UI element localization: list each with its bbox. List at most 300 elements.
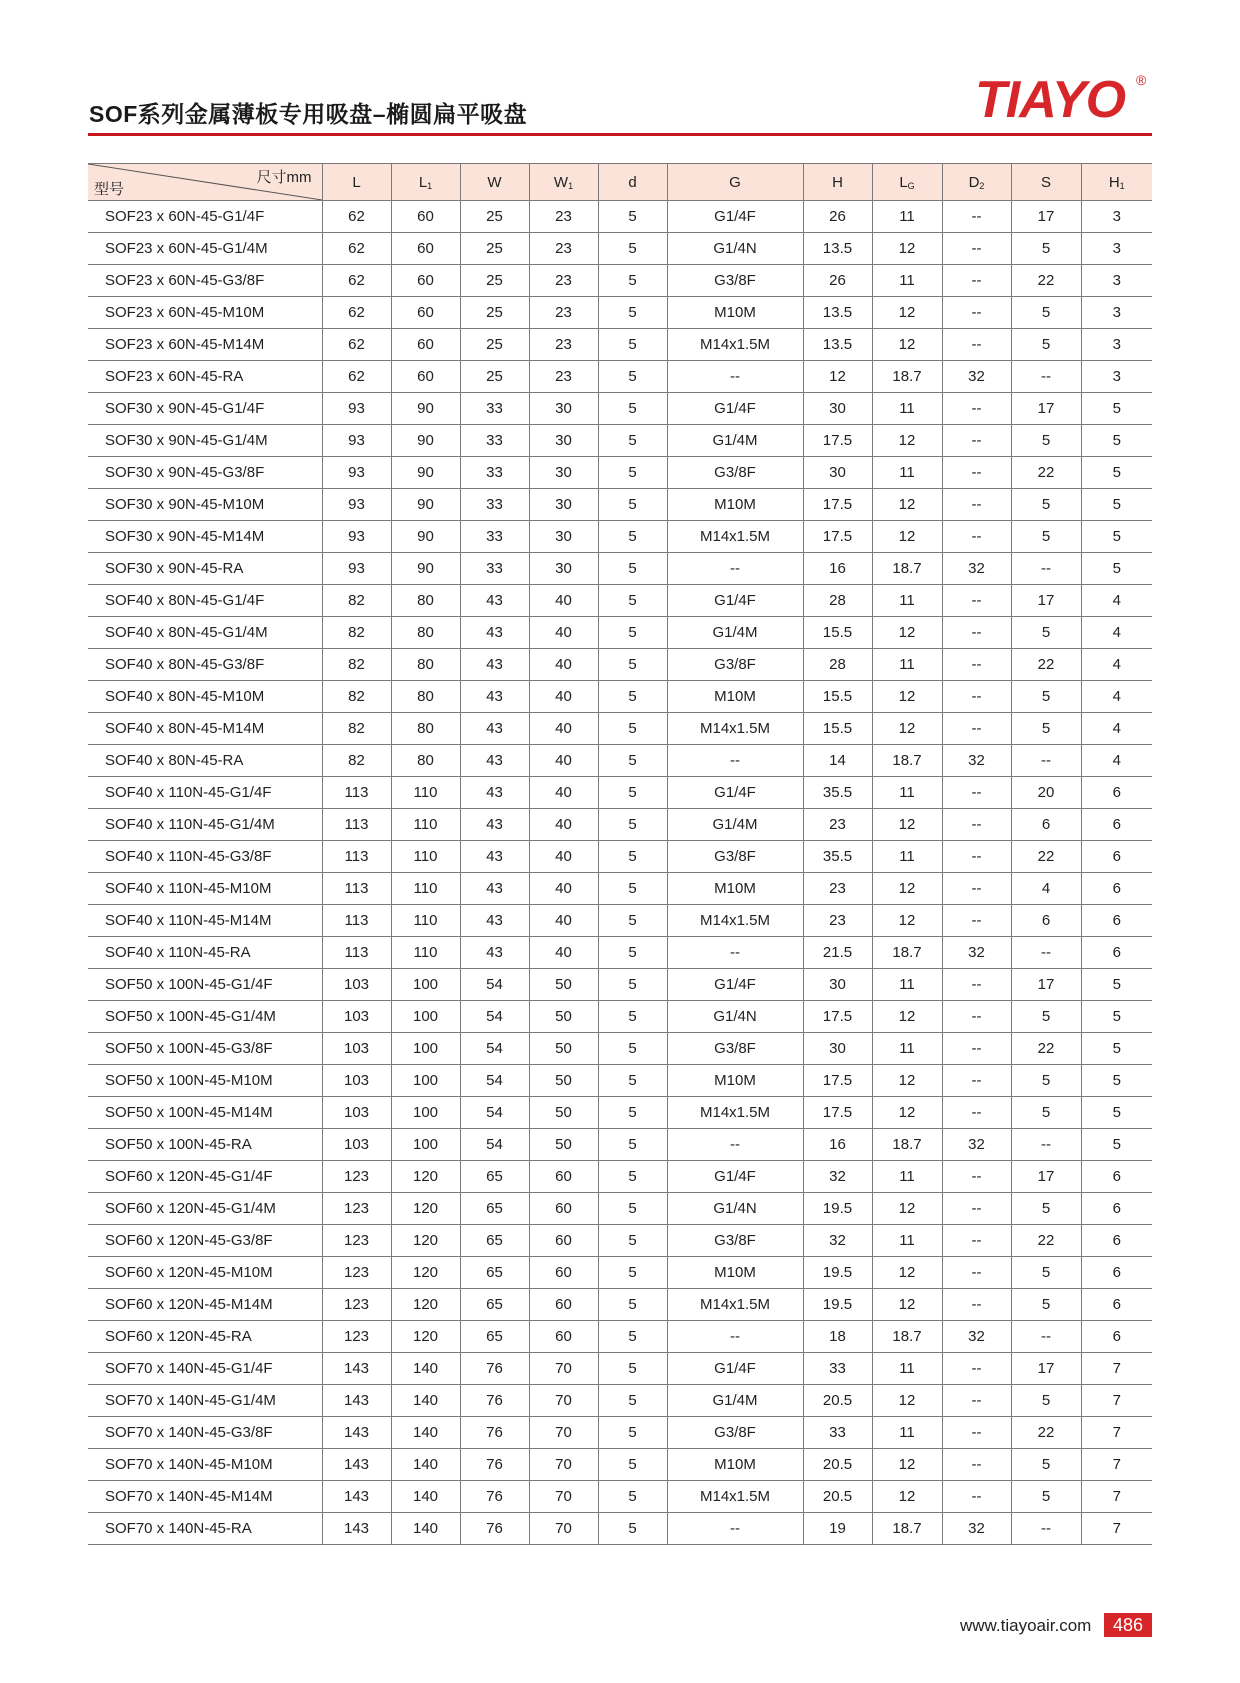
value-cell: 6 — [1081, 905, 1152, 937]
value-cell: 3 — [1081, 329, 1152, 361]
value-cell: 15.5 — [803, 681, 872, 713]
value-cell: 6 — [1081, 809, 1152, 841]
value-cell: -- — [942, 905, 1011, 937]
table-row — [88, 521, 1152, 553]
value-cell: 54 — [460, 1065, 529, 1097]
value-cell: 5 — [598, 425, 667, 457]
column-header-label: W — [553, 173, 569, 191]
value-cell: 70 — [529, 1449, 598, 1481]
value-cell: 12 — [872, 329, 942, 361]
value-cell: 5 — [598, 329, 667, 361]
value-cell: 76 — [460, 1353, 529, 1385]
table-row — [88, 457, 1152, 489]
value-cell: 5 — [1011, 489, 1081, 521]
value-cell: 54 — [460, 1001, 529, 1033]
value-cell: 18.7 — [872, 553, 942, 585]
value-cell: G1/4N — [667, 1193, 803, 1225]
value-cell: 5 — [598, 1129, 667, 1161]
value-cell: 60 — [391, 233, 460, 265]
value-cell: 5 — [598, 1001, 667, 1033]
value-cell: 5 — [598, 617, 667, 649]
value-cell: 5 — [1011, 1001, 1081, 1033]
value-cell: 12 — [872, 1257, 942, 1289]
value-cell: 140 — [391, 1513, 460, 1545]
table-row — [88, 841, 1152, 873]
value-cell: 22 — [1011, 265, 1081, 297]
value-cell: 103 — [322, 1097, 391, 1129]
value-cell: 93 — [322, 457, 391, 489]
value-cell: 6 — [1081, 1161, 1152, 1193]
value-cell: 30 — [803, 1033, 872, 1065]
value-cell: -- — [942, 969, 1011, 1001]
value-cell: 65 — [460, 1321, 529, 1353]
value-cell: 17.5 — [803, 521, 872, 553]
value-cell: 5 — [1081, 1033, 1152, 1065]
value-cell: M14x1.5M — [667, 713, 803, 745]
value-cell: 18 — [803, 1321, 872, 1353]
value-cell: 30 — [529, 553, 598, 585]
value-cell: 11 — [872, 265, 942, 297]
value-cell: 5 — [1011, 713, 1081, 745]
model-cell: SOF40 x 80N-45-G1/4M — [88, 617, 322, 649]
value-cell: 5 — [1081, 969, 1152, 1001]
value-cell: 40 — [529, 777, 598, 809]
value-cell: 20.5 — [803, 1385, 872, 1417]
value-cell: 5 — [1011, 1385, 1081, 1417]
table-row — [88, 393, 1152, 425]
model-cell: SOF40 x 110N-45-G3/8F — [88, 841, 322, 873]
value-cell: 17 — [1011, 201, 1081, 233]
value-cell: 17.5 — [803, 425, 872, 457]
value-cell: 120 — [391, 1161, 460, 1193]
value-cell: 43 — [460, 937, 529, 969]
value-cell: 5 — [1011, 1481, 1081, 1513]
value-cell: 12 — [872, 681, 942, 713]
value-cell: G1/4F — [667, 201, 803, 233]
value-cell: -- — [942, 617, 1011, 649]
model-cell: SOF40 x 110N-45-M14M — [88, 905, 322, 937]
value-cell: 82 — [322, 617, 391, 649]
model-cell: SOF50 x 100N-45-M14M — [88, 1097, 322, 1129]
column-header-subscript: G — [907, 180, 915, 191]
value-cell: 26 — [803, 201, 872, 233]
model-label: 型号 — [94, 181, 125, 198]
table-row — [88, 1481, 1152, 1513]
value-cell: 100 — [391, 1033, 460, 1065]
column-header — [460, 164, 529, 201]
model-cell: SOF40 x 110N-45-G1/4F — [88, 777, 322, 809]
value-cell: 5 — [598, 649, 667, 681]
table-row — [88, 1353, 1152, 1385]
value-cell: 113 — [322, 905, 391, 937]
value-cell: 17.5 — [803, 1001, 872, 1033]
value-cell: 43 — [460, 841, 529, 873]
value-cell: 43 — [460, 681, 529, 713]
value-cell: G3/8F — [667, 457, 803, 489]
value-cell: 5 — [1011, 297, 1081, 329]
value-cell: -- — [1011, 1513, 1081, 1545]
value-cell: 80 — [391, 713, 460, 745]
value-cell: 5 — [1011, 617, 1081, 649]
value-cell: G1/4M — [667, 1385, 803, 1417]
value-cell: 62 — [322, 265, 391, 297]
model-cell: SOF40 x 80N-45-G3/8F — [88, 649, 322, 681]
table-row — [88, 1193, 1152, 1225]
value-cell: 60 — [529, 1225, 598, 1257]
value-cell: G1/4F — [667, 1353, 803, 1385]
value-cell: 82 — [322, 649, 391, 681]
table-row — [88, 937, 1152, 969]
value-cell: 103 — [322, 1001, 391, 1033]
value-cell: -- — [942, 1481, 1011, 1513]
column-header — [529, 164, 598, 201]
value-cell: 18.7 — [872, 1129, 942, 1161]
value-cell: 4 — [1081, 649, 1152, 681]
value-cell: 23 — [529, 201, 598, 233]
value-cell: 15.5 — [803, 713, 872, 745]
value-cell: 11 — [872, 969, 942, 1001]
value-cell: 12 — [872, 1481, 942, 1513]
value-cell: 5 — [1081, 521, 1152, 553]
value-cell: 76 — [460, 1513, 529, 1545]
value-cell: 5 — [598, 1033, 667, 1065]
value-cell: -- — [942, 1449, 1011, 1481]
model-cell: SOF50 x 100N-45-M10M — [88, 1065, 322, 1097]
table-row — [88, 265, 1152, 297]
model-cell: SOF60 x 120N-45-G3/8F — [88, 1225, 322, 1257]
value-cell: 90 — [391, 553, 460, 585]
table-row — [88, 745, 1152, 777]
value-cell: 30 — [529, 489, 598, 521]
value-cell: 82 — [322, 713, 391, 745]
value-cell: 30 — [803, 969, 872, 1001]
value-cell: 80 — [391, 745, 460, 777]
value-cell: 32 — [803, 1225, 872, 1257]
value-cell: 7 — [1081, 1353, 1152, 1385]
value-cell: 5 — [598, 297, 667, 329]
column-header-subscript: 1 — [1119, 180, 1125, 191]
table-row — [88, 1097, 1152, 1129]
table-row — [88, 809, 1152, 841]
value-cell: G1/4M — [667, 425, 803, 457]
value-cell: 100 — [391, 1065, 460, 1097]
value-cell: 50 — [529, 1065, 598, 1097]
value-cell: 35.5 — [803, 777, 872, 809]
value-cell: 5 — [598, 585, 667, 617]
value-cell: 17 — [1011, 1353, 1081, 1385]
value-cell: G3/8F — [667, 1225, 803, 1257]
value-cell: -- — [1011, 937, 1081, 969]
model-cell: SOF23 x 60N-45-M14M — [88, 329, 322, 361]
table-row — [88, 361, 1152, 393]
value-cell: 5 — [1081, 425, 1152, 457]
value-cell: 40 — [529, 681, 598, 713]
value-cell: -- — [1011, 361, 1081, 393]
value-cell: 40 — [529, 713, 598, 745]
value-cell: 18.7 — [872, 1321, 942, 1353]
value-cell: 140 — [391, 1449, 460, 1481]
table-row — [88, 553, 1152, 585]
value-cell: 65 — [460, 1193, 529, 1225]
value-cell: -- — [942, 1161, 1011, 1193]
value-cell: G3/8F — [667, 649, 803, 681]
value-cell: 12 — [872, 521, 942, 553]
column-header-subscript: 1 — [568, 180, 574, 191]
value-cell: 82 — [322, 585, 391, 617]
value-cell: 120 — [391, 1193, 460, 1225]
value-cell: G1/4N — [667, 1001, 803, 1033]
value-cell: 110 — [391, 873, 460, 905]
value-cell: -- — [942, 1033, 1011, 1065]
table-row — [88, 681, 1152, 713]
value-cell: 12 — [872, 1097, 942, 1129]
value-cell: -- — [942, 649, 1011, 681]
value-cell: 123 — [322, 1225, 391, 1257]
value-cell: 19 — [803, 1513, 872, 1545]
value-cell: -- — [942, 841, 1011, 873]
value-cell: 5 — [598, 393, 667, 425]
table-row — [88, 617, 1152, 649]
column-header-label: S — [1040, 173, 1051, 191]
value-cell: 25 — [460, 361, 529, 393]
value-cell: 50 — [529, 1129, 598, 1161]
model-cell: SOF30 x 90N-45-M14M — [88, 521, 322, 553]
model-cell: SOF30 x 90N-45-G1/4M — [88, 425, 322, 457]
value-cell: 17.5 — [803, 1065, 872, 1097]
value-cell: -- — [942, 201, 1011, 233]
value-cell: -- — [667, 937, 803, 969]
value-cell: 22 — [1011, 457, 1081, 489]
value-cell: 4 — [1081, 745, 1152, 777]
value-cell: 7 — [1081, 1385, 1152, 1417]
value-cell: 33 — [460, 489, 529, 521]
value-cell: 17.5 — [803, 489, 872, 521]
value-cell: 120 — [391, 1289, 460, 1321]
value-cell: 17 — [1011, 969, 1081, 1001]
registered-mark: ® — [1136, 72, 1147, 88]
value-cell: 93 — [322, 553, 391, 585]
value-cell: 5 — [1011, 1065, 1081, 1097]
dimension-unit-label: 尺寸mm — [256, 169, 312, 186]
table-row — [88, 297, 1152, 329]
value-cell: 12 — [872, 873, 942, 905]
column-header — [1081, 164, 1152, 201]
value-cell: 13.5 — [803, 297, 872, 329]
value-cell: 18.7 — [872, 1513, 942, 1545]
value-cell: 5 — [598, 1065, 667, 1097]
column-header-label: L — [418, 173, 428, 191]
value-cell: 5 — [598, 1161, 667, 1193]
value-cell: 76 — [460, 1481, 529, 1513]
value-cell: 12 — [872, 1065, 942, 1097]
value-cell: G1/4N — [667, 233, 803, 265]
value-cell: 19.5 — [803, 1289, 872, 1321]
value-cell: 5 — [1011, 329, 1081, 361]
value-cell: 123 — [322, 1161, 391, 1193]
value-cell: 6 — [1011, 809, 1081, 841]
value-cell: 143 — [322, 1353, 391, 1385]
value-cell: 140 — [391, 1417, 460, 1449]
value-cell: 5 — [598, 681, 667, 713]
value-cell: 93 — [322, 521, 391, 553]
value-cell: -- — [942, 585, 1011, 617]
value-cell: 5 — [1011, 521, 1081, 553]
value-cell: 43 — [460, 777, 529, 809]
value-cell: 43 — [460, 905, 529, 937]
value-cell: 50 — [529, 1001, 598, 1033]
value-cell: 3 — [1081, 201, 1152, 233]
value-cell: 32 — [942, 1129, 1011, 1161]
value-cell: 11 — [872, 585, 942, 617]
value-cell: 140 — [391, 1385, 460, 1417]
table-row — [88, 649, 1152, 681]
value-cell: 12 — [872, 617, 942, 649]
column-header-label: L — [352, 173, 361, 191]
value-cell: M10M — [667, 1065, 803, 1097]
model-cell: SOF23 x 60N-45-M10M — [88, 297, 322, 329]
value-cell: 11 — [872, 777, 942, 809]
table-row — [88, 1161, 1152, 1193]
value-cell: 80 — [391, 585, 460, 617]
value-cell: 25 — [460, 329, 529, 361]
value-cell: -- — [942, 809, 1011, 841]
value-cell: 26 — [803, 265, 872, 297]
value-cell: 4 — [1011, 873, 1081, 905]
value-cell: 60 — [529, 1321, 598, 1353]
value-cell: 33 — [803, 1353, 872, 1385]
value-cell: 11 — [872, 393, 942, 425]
value-cell: 12 — [872, 1289, 942, 1321]
value-cell: 143 — [322, 1513, 391, 1545]
value-cell: 23 — [529, 361, 598, 393]
table-row — [88, 873, 1152, 905]
value-cell: -- — [1011, 1129, 1081, 1161]
website-url[interactable]: www.tiayoair.com — [960, 1616, 1092, 1635]
value-cell: 17 — [1011, 393, 1081, 425]
model-cell: SOF40 x 110N-45-M10M — [88, 873, 322, 905]
model-cell: SOF30 x 90N-45-G3/8F — [88, 457, 322, 489]
value-cell: 90 — [391, 425, 460, 457]
value-cell: 3 — [1081, 361, 1152, 393]
value-cell: 40 — [529, 745, 598, 777]
value-cell: 103 — [322, 1129, 391, 1161]
value-cell: 140 — [391, 1353, 460, 1385]
column-header-label: H — [832, 173, 843, 191]
value-cell: 5 — [1011, 1289, 1081, 1321]
value-cell: 16 — [803, 553, 872, 585]
value-cell: 5 — [598, 1449, 667, 1481]
value-cell: -- — [942, 1001, 1011, 1033]
value-cell: 28 — [803, 649, 872, 681]
model-cell: SOF60 x 120N-45-M14M — [88, 1289, 322, 1321]
table-row — [88, 1417, 1152, 1449]
value-cell: 12 — [872, 425, 942, 457]
value-cell: 65 — [460, 1257, 529, 1289]
value-cell: 6 — [1081, 1225, 1152, 1257]
value-cell: -- — [942, 681, 1011, 713]
value-cell: 43 — [460, 745, 529, 777]
value-cell: G3/8F — [667, 1417, 803, 1449]
value-cell: 62 — [322, 361, 391, 393]
value-cell: G3/8F — [667, 841, 803, 873]
value-cell: 22 — [1011, 649, 1081, 681]
value-cell: 33 — [460, 553, 529, 585]
value-cell: 28 — [803, 585, 872, 617]
value-cell: -- — [942, 233, 1011, 265]
value-cell: 40 — [529, 937, 598, 969]
value-cell: 50 — [529, 1097, 598, 1129]
value-cell: -- — [1011, 553, 1081, 585]
value-cell: 5 — [598, 1353, 667, 1385]
value-cell: 30 — [529, 521, 598, 553]
value-cell: 5 — [598, 265, 667, 297]
value-cell: 11 — [872, 649, 942, 681]
value-cell: 33 — [803, 1417, 872, 1449]
value-cell: 100 — [391, 1001, 460, 1033]
value-cell: 90 — [391, 393, 460, 425]
value-cell: 11 — [872, 1353, 942, 1385]
value-cell: 70 — [529, 1417, 598, 1449]
value-cell: M14x1.5M — [667, 1097, 803, 1129]
model-cell: SOF50 x 100N-45-G1/4F — [88, 969, 322, 1001]
column-header — [942, 164, 1011, 201]
value-cell: 5 — [598, 233, 667, 265]
column-header-label: L — [899, 173, 908, 191]
model-cell: SOF23 x 60N-45-G1/4M — [88, 233, 322, 265]
value-cell: 6 — [1081, 1321, 1152, 1353]
model-cell: SOF70 x 140N-45-G1/4F — [88, 1353, 322, 1385]
column-header — [872, 164, 942, 201]
value-cell: G3/8F — [667, 265, 803, 297]
value-cell: 62 — [322, 233, 391, 265]
value-cell: G1/4M — [667, 809, 803, 841]
value-cell: 5 — [1081, 1097, 1152, 1129]
value-cell: -- — [667, 1513, 803, 1545]
model-cell: SOF40 x 80N-45-G1/4F — [88, 585, 322, 617]
value-cell: 14 — [803, 745, 872, 777]
model-cell: SOF70 x 140N-45-RA — [88, 1513, 322, 1545]
value-cell: 5 — [1081, 1065, 1152, 1097]
value-cell: 5 — [598, 841, 667, 873]
value-cell: M14x1.5M — [667, 1481, 803, 1513]
value-cell: 23 — [529, 297, 598, 329]
page-title: SOF系列金属薄板专用吸盘–椭圆扁平吸盘 — [89, 101, 528, 127]
table-row — [88, 1001, 1152, 1033]
value-cell: 103 — [322, 969, 391, 1001]
value-cell: 22 — [1011, 841, 1081, 873]
column-header-label: H — [1108, 173, 1120, 191]
value-cell: G1/4F — [667, 1161, 803, 1193]
value-cell: 6 — [1081, 937, 1152, 969]
model-cell: SOF23 x 60N-45-RA — [88, 361, 322, 393]
value-cell: -- — [942, 1417, 1011, 1449]
brand-logo: TIAYO — [975, 71, 1126, 129]
value-cell: -- — [942, 265, 1011, 297]
value-cell: -- — [942, 873, 1011, 905]
table-row — [88, 489, 1152, 521]
model-cell: SOF60 x 120N-45-M10M — [88, 1257, 322, 1289]
value-cell: 32 — [942, 1513, 1011, 1545]
value-cell: 76 — [460, 1385, 529, 1417]
value-cell: 143 — [322, 1417, 391, 1449]
value-cell: 40 — [529, 585, 598, 617]
value-cell: 5 — [1081, 457, 1152, 489]
value-cell: 5 — [1011, 1097, 1081, 1129]
value-cell: 23 — [529, 329, 598, 361]
value-cell: 7 — [1081, 1513, 1152, 1545]
table-row — [88, 905, 1152, 937]
value-cell: -- — [667, 1321, 803, 1353]
